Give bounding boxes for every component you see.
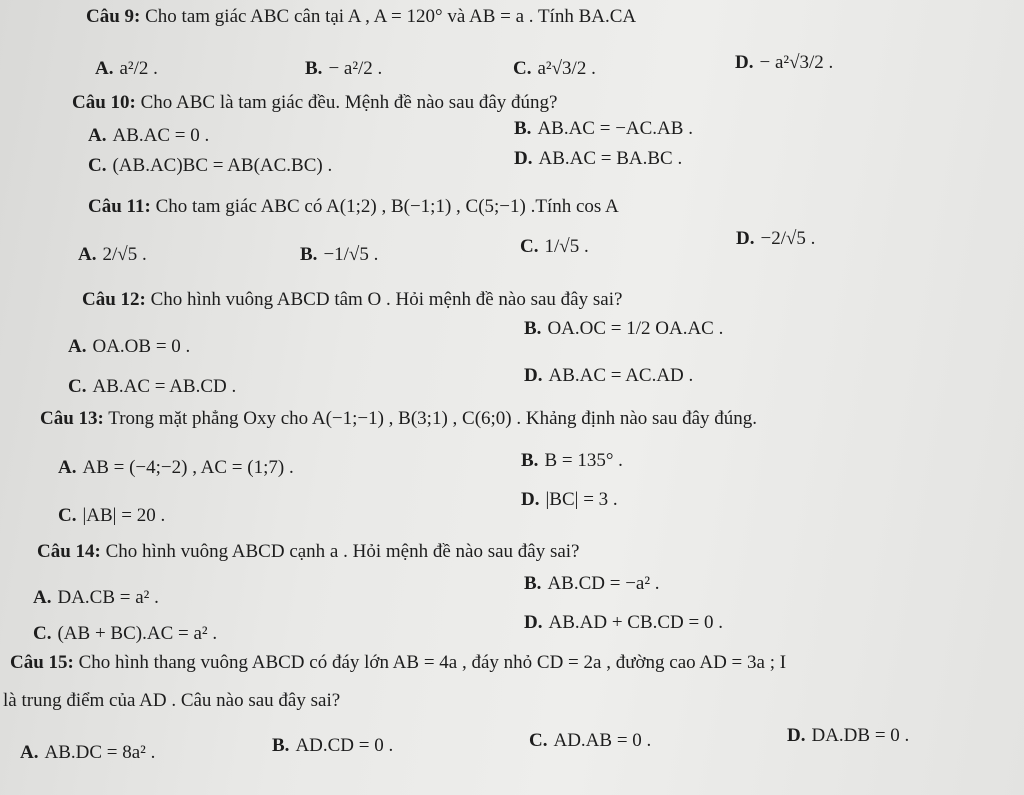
question-9-option-b: B. − a²/2 . <box>305 58 383 79</box>
question-14-option-b: B. AB.CD = −a² . <box>524 573 660 594</box>
question-9-label: Câu 9: <box>86 6 141 27</box>
question-14-option-c: C. (AB + BC).AC = a² . <box>33 623 218 644</box>
question-12-text: Cho hình vuông ABCD tâm O . Hỏi mệnh đề nào sau đây sai? <box>150 289 623 310</box>
question-14-option-d: D. AB.AD + CB.CD = 0 . <box>524 612 723 633</box>
question-14-stem <box>37 541 580 563</box>
question-15-stem-continued: là trung điểm của AD . Câu nào sau đây sai? <box>3 690 341 711</box>
question-15-label: Câu 15: <box>10 652 74 673</box>
question-12-label: Câu 12: <box>82 289 146 310</box>
question-15-stem <box>10 652 786 674</box>
question-11-option-c: C. 1/√5 . <box>520 236 589 257</box>
question-10-text: Cho ABC là tam giác đều. Mệnh đề nào sau đây đúng? <box>140 92 558 113</box>
question-9-text: Cho tam giác ABC cân tại A , A = 120° và AB = a . Tính BA.CA <box>145 6 637 27</box>
question-10-option-d: D. AB.AC = BA.BC . <box>514 148 683 169</box>
question-13-option-d: D. |BC| = 3 . <box>521 489 618 510</box>
question-12-option-a: A. OA.OB = 0 . <box>68 336 191 357</box>
question-14-label: Câu 14: <box>37 541 101 562</box>
question-15-option-c: C. AD.AB = 0 . <box>529 730 652 751</box>
question-13-option-a: A. AB = (−4;−2) , AC = (1;7) . <box>58 457 294 478</box>
question-12-option-b: B. OA.OC = 1/2 OA.AC . <box>524 318 724 339</box>
question-10-option-b: B. AB.AC = −AC.AB . <box>514 118 693 139</box>
question-15-option-d: D. DA.DB = 0 . <box>787 725 910 746</box>
question-10-option-c: C. (AB.AC)BC = AB(AC.BC) . <box>88 155 333 176</box>
question-10-stem <box>72 92 557 114</box>
question-11-option-d: D. −2/√5 . <box>736 228 816 249</box>
question-11-label: Câu 11: <box>88 196 151 217</box>
question-9-option-c: C. a²√3/2 . <box>513 58 596 79</box>
question-12-option-c: C. AB.AC = AB.CD . <box>68 376 237 397</box>
question-11-text: Cho tam giác ABC có A(1;2) , B(−1;1) , C(5;−1) .Tính cos A <box>155 196 619 217</box>
question-14-text: Cho hình vuông ABCD cạnh a . Hỏi mệnh đề nào sau đây sai? <box>105 541 580 562</box>
question-13-option-c: C. |AB| = 20 . <box>58 505 166 526</box>
question-15-option-b: B. AD.CD = 0 . <box>272 735 394 756</box>
question-12-stem <box>82 289 622 311</box>
question-9-option-d: D. − a²√3/2 . <box>735 52 834 73</box>
question-10-option-a: A. AB.AC = 0 . <box>88 125 210 146</box>
question-10-label: Câu 10: <box>72 92 136 113</box>
question-15-option-a: A. AB.DC = 8a² . <box>20 742 156 763</box>
question-12-option-d: D. AB.AC = AC.AD . <box>524 365 694 386</box>
question-14-option-a: A. DA.CB = a² . <box>33 587 159 608</box>
question-13-label: Câu 13: <box>40 408 104 429</box>
question-11-stem <box>88 196 619 218</box>
question-13-stem <box>40 408 757 430</box>
question-13-text: Trong mặt phẳng Oxy cho A(−1;−1) , B(3;1) , C(6;0) . Khảng định nào sau đây đúng. <box>108 408 758 429</box>
question-9-option-a: A. a²/2 . <box>95 58 158 79</box>
question-11-option-b: B. −1/√5 . <box>300 244 379 265</box>
question-13-option-b: B. B = 135° . <box>521 450 623 471</box>
question-9-stem <box>86 6 636 28</box>
question-11-option-a: A. 2/√5 . <box>78 244 147 265</box>
question-15-text: Cho hình thang vuông ABCD có đáy lớn AB = 4a , đáy nhỏ CD = 2a , đường cao AD = 3a ; I <box>78 652 787 673</box>
